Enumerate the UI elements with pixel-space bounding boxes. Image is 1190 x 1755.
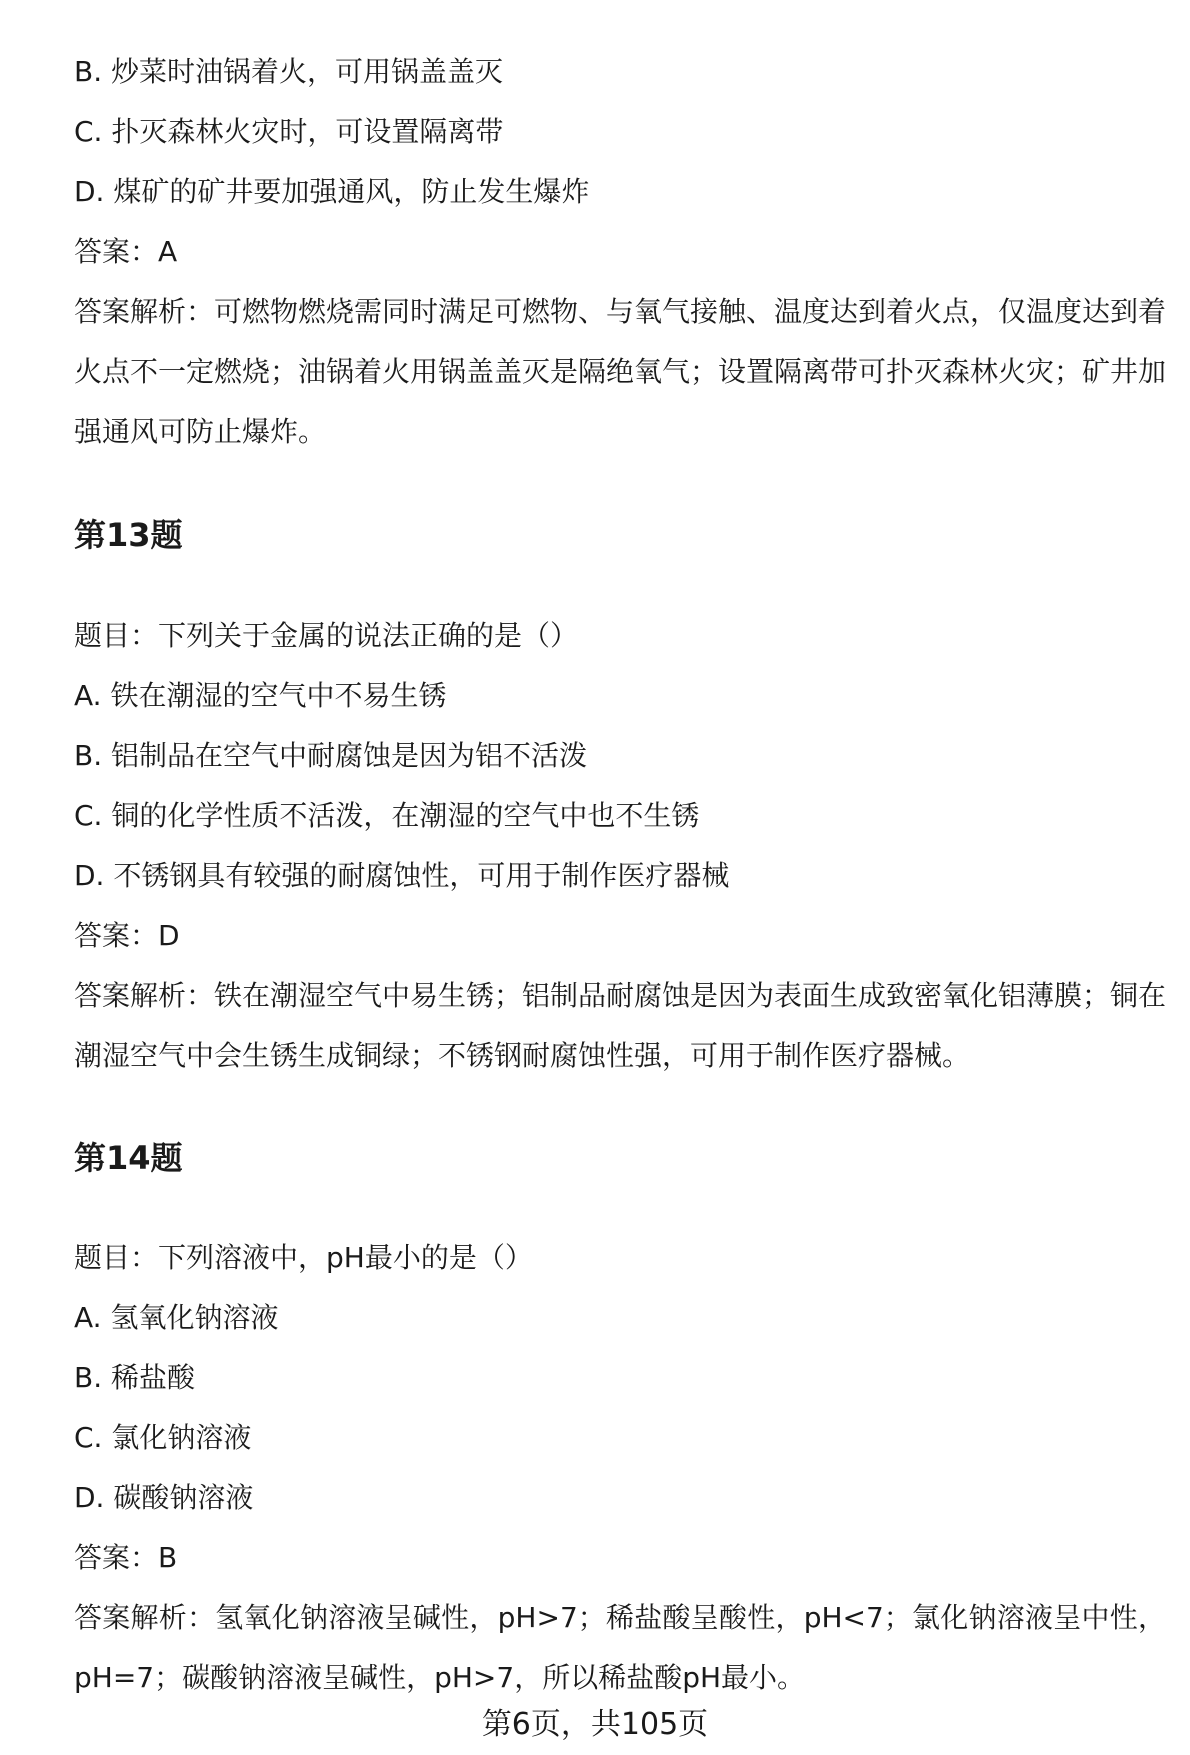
q14-option-a: A. 氢氧化钠溶液 (74, 1301, 279, 1334)
q12-option-d: D. 煤矿的矿井要加强通风，防止发生爆炸 (74, 175, 590, 208)
page-number: 第6页，共105页 (481, 1707, 709, 1742)
q14-option-b: B. 稀盐酸 (74, 1361, 196, 1394)
q12-option-b: B. 炒菜时油锅着火，可用锅盖盖灭 (74, 55, 504, 88)
q13-option-a: A. 铁在潮湿的空气中不易生锈 (74, 679, 447, 712)
q14-answer: 答案：B (74, 1541, 178, 1574)
q13-option-b: B. 铝制品在空气中耐腐蚀是因为铝不活泼 (74, 739, 588, 772)
q13-option-c: C. 铜的化学性质不活泼，在潮湿的空气中也不生锈 (74, 799, 700, 832)
q14-option-d: D. 碳酸钠溶液 (74, 1481, 254, 1514)
q14-explanation: 答案解析：氢氧化钠溶液呈碱性，pH>7；稀盐酸呈酸性，pH<7；氯化钠溶液呈中性，pH=7；碳酸钠溶液呈碱性，pH>7，所以稀盐酸pH最小。 (74, 1601, 1166, 1694)
q14-option-c: C. 氯化钠溶液 (74, 1421, 252, 1454)
q13-answer: 答案：D (74, 919, 180, 952)
q13-question: 题目：下列关于金属的说法正确的是（） (74, 619, 579, 652)
q12-option-c: C. 扑灭森林火灾时，可设置隔离带 (74, 115, 504, 148)
q13-explanation: 答案解析：铁在潮湿空气中易生锈；铝制品耐腐蚀是因为表面生成致密氧化铝薄膜；铜在潮湿空气中会生锈生成铜绿；不锈钢耐腐蚀性强，可用于制作医疗器械。 (74, 979, 1167, 1072)
q12-answer: 答案：A (74, 235, 178, 268)
q13-option-d: D. 不锈钢具有较强的耐腐蚀性，可用于制作医疗器械 (74, 859, 730, 892)
q14-question: 题目：下列溶液中，pH最小的是（） (74, 1241, 533, 1274)
q13-heading: 第13题 (74, 516, 183, 554)
q12-explanation: 答案解析：可燃物燃烧需同时满足可燃物、与氧气接触、温度达到着火点，仅温度达到着火点不一定燃烧；油锅着火用锅盖盖灭是隔绝氧气；设置隔离带可扑灭森林火灾；矿井加强通风可防止爆炸。 (74, 295, 1167, 448)
q14-heading: 第14题 (74, 1139, 183, 1177)
